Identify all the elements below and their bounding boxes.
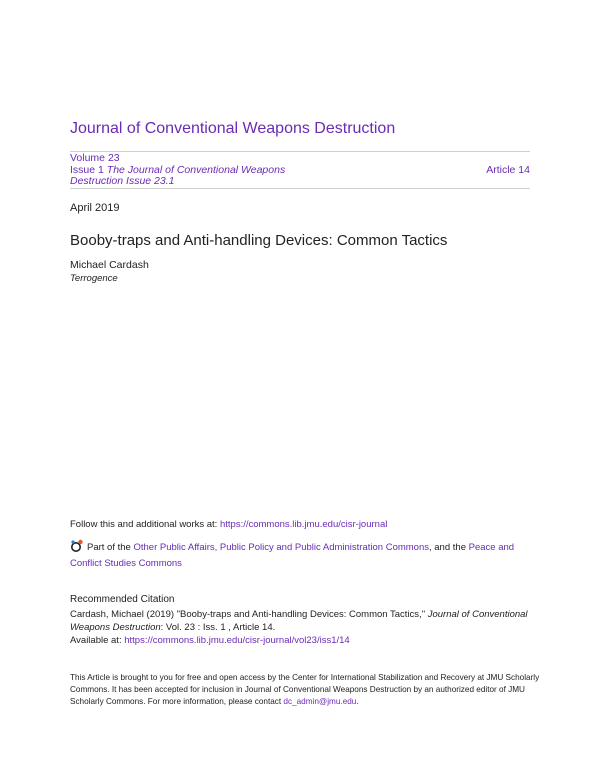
part-of-line: [70, 539, 540, 572]
citation-part2: : Vol. 23 : Iss. 1 , Article 14.: [160, 622, 276, 633]
journal-title-link[interactable]: Journal of Conventional Weapons Destruction: [70, 120, 396, 137]
author-affiliation: Terrogence: [70, 273, 118, 284]
citation-part1: Cardash, Michael (2019) "Booby-traps and Anti-handling Devices: Common Tactics,": [70, 609, 428, 620]
follow-line: [70, 519, 387, 530]
citation-journal: Journal of Conventional Weapons Destruction: [70, 609, 528, 633]
contact-email-link[interactable]: dc_admin@jmu.edu: [283, 697, 357, 706]
bottom-divider: [70, 188, 530, 189]
issue-link[interactable]: [70, 164, 285, 188]
access-notice-text: This Article is brought to you for free and open access by the Center for International Stabilization and Recovery at JMU Scholarly Commons. It has been accepted for inclusion in Journal of Conventional Weapons Destruction by an authorized editor of JMU Scholarly Commons. For more information, please contact: [70, 673, 540, 706]
publication-date: April 2019: [70, 202, 120, 214]
top-divider: [70, 151, 530, 152]
part-of-prefix: Part of the: [87, 542, 134, 553]
recommended-citation-heading: Recommended Citation: [70, 594, 175, 605]
follow-url-link[interactable]: https://commons.lib.jmu.edu/cisr-journal: [219, 519, 388, 530]
access-notice-end: .: [356, 697, 359, 706]
follow-text: Follow this and additional works at:: [70, 519, 220, 530]
issue-prefix: Issue 1: [70, 163, 104, 176]
article-number-link[interactable]: Article 14: [486, 164, 530, 176]
available-at-label: Available at:: [70, 635, 125, 646]
access-notice: [70, 672, 540, 708]
volume-link[interactable]: Volume 23: [70, 152, 120, 164]
citation-text: [70, 608, 540, 647]
public-affairs-commons-link[interactable]: Other Public Affairs, Public Policy and Public Administration Commons: [133, 542, 429, 553]
part-of-middle: , and the: [429, 542, 469, 553]
bepress-network-icon: [70, 539, 84, 553]
article-title: Booby-traps and Anti-handling Devices: Common Tactics: [70, 232, 448, 249]
author-name: Michael Cardash: [70, 259, 149, 271]
peace-conflict-commons-link[interactable]: Peace and Conflict Studies Commons: [70, 542, 515, 569]
issue-title: The Journal of Conventional Weapons Destruction Issue 23.1: [70, 163, 286, 187]
volume-issue-block: [70, 153, 330, 188]
citation-url-link[interactable]: https://commons.lib.jmu.edu/cisr-journal/vol23/iss1/14: [124, 635, 350, 646]
